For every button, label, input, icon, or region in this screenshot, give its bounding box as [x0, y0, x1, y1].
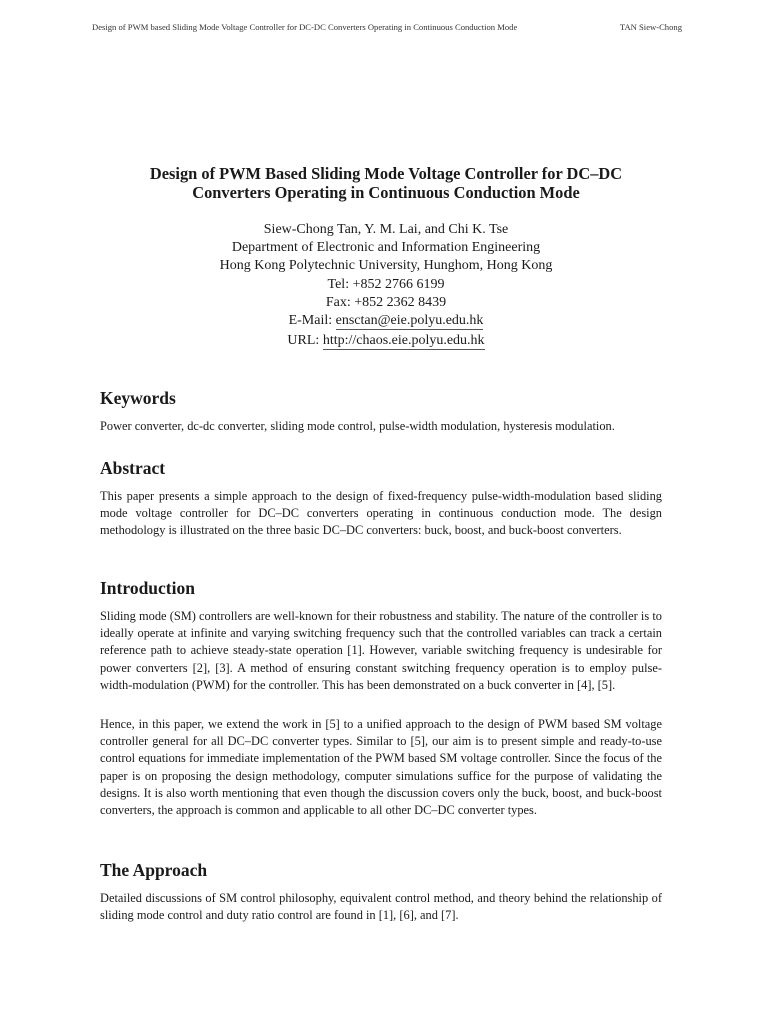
author-block	[96, 221, 676, 350]
author-department: Department of Electronic and Information Engineering	[231, 240, 541, 256]
introduction-paragraph-1: Sliding mode (SM) controllers are well-known for their robustness and stability. The nature of the controller is to ideally operate at infinite and varying switching frequency such that the controlled variables can track a certain reference path to achieve steady-state operation [1]. However, variable switching frequency is undesirable for power converters [2], [3]. A method of ensuring constant switching frequency operation is to employ pulse-width-modulation (PWM) for the controller. This has been demonstrated on a buck converter in [4], [5].	[100, 609, 662, 692]
running-title: Design of PWM based Sliding Mode Voltage Controller for DC-DC Converters Operating in Continuous Conduction Mode	[92, 22, 518, 32]
author-email-line	[96, 312, 676, 330]
paper-title-line-1: Design of PWM Based Sliding Mode Voltage Controller for DC–DC	[149, 164, 623, 183]
author-university: Hong Kong Polytechnic University, Hunghom, Hong Kong	[219, 258, 553, 274]
introduction-paragraph-2: Hence, in this paper, we extend the work in [5] to a unified approach to the design of PWM based SM voltage controller general for all DC–DC converter types. Similar to [5], our aim is to present simple and ready-to-use control equations for immediate implementation of the PWM based SM voltage controller. Since the focus of the paper is on proposing the design methodology, computer simulations suffice for the purpose of validating the designs. It is also worth mentioning that even though the discussion covers only the buck, boost, and buck-boost converters, the approach is common and applicable to all other DC–DC converter types.	[100, 717, 662, 818]
running-author: TAN Siew-Chong	[619, 22, 682, 32]
paper-title-block	[96, 164, 676, 202]
author-url-line	[96, 332, 676, 350]
abstract-text: This paper presents a simple approach to the design of fixed-frequency pulse-width-modulation based sliding mode voltage controller for DC–DC converters operating in continuous conduction mode. The design methodology is illustrated on the three basic DC–DC converters: buck, boost, and buck-boost converters.	[100, 489, 662, 538]
author-fax: Fax: +852 2362 8439	[325, 294, 447, 310]
url-link[interactable]: http://chaos.eie.polyu.edu.hk	[322, 333, 485, 349]
approach-text: Detailed discussions of SM control philosophy, equivalent control method, and theory behind the relationship of sliding mode control and duty ratio control are found in [1], [6], and [7].	[100, 891, 662, 923]
approach-heading: The Approach	[100, 860, 208, 880]
email-label: E-Mail:	[288, 313, 336, 329]
introduction-heading: Introduction	[100, 578, 195, 598]
paper-title-line-2: Converters Operating in Continuous Conduction Mode	[192, 183, 580, 202]
author-names: Siew-Chong Tan, Y. M. Lai, and Chi K. Tse	[263, 222, 509, 237]
keywords-text: Power converter, dc-dc converter, sliding mode control, pulse-width modulation, hysteresis modulation.	[100, 419, 615, 433]
email-link[interactable]: ensctan@eie.polyu.edu.hk	[335, 313, 484, 329]
author-tel: Tel: +852 2766 6199	[327, 276, 445, 292]
keywords-heading: Keywords	[100, 388, 176, 408]
abstract-heading: Abstract	[100, 458, 166, 478]
url-label: URL:	[287, 333, 323, 349]
